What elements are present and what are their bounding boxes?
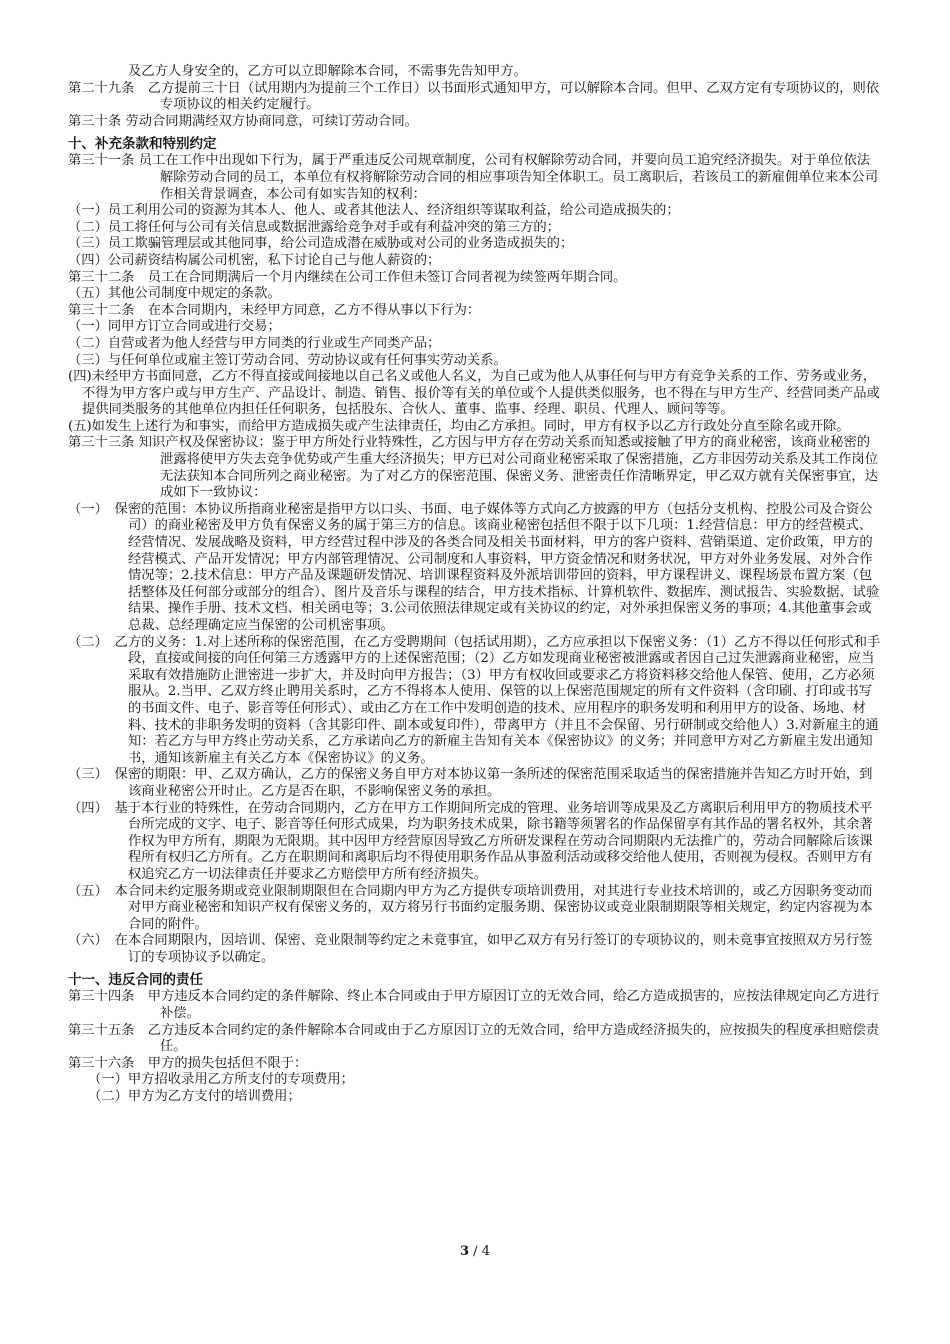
paragraph: （五） 本合同未约定服务期或竞业限制期限但在合同期内甲方为乙方提供专项培训费用，对其进行专业技术培训的，或乙方因职务变动而对甲方商业秘密和知识产权有保密义务的，双方将另行书面约定服务期、保密协议或竞业限制期限等相关规定，约定内容视为本合同的附件。 [68, 883, 873, 932]
paragraph: 第三十条 劳动合同期满经双方协商同意，可续订劳动合同。 [68, 113, 418, 129]
paragraph: （三）员工欺骗管理层或其他同事，给公司造成潜在威胁或对公司的业务造成损失的； [68, 236, 574, 252]
paragraph: （一）同甲方订立合同或进行交易； [68, 319, 281, 335]
paragraph: （二）自营或者为他人经营与甲方同类的行业或生产同类产品； [68, 335, 441, 351]
paragraph: 第三十三条 知识产权及保密协议：鉴于甲方所处行业特殊性，乙方因与甲方存在劳动关系而知悉或接触了甲方的商业秘密，该商业秘密的泄露将使甲方失去竞争优势或产生重大经济损失；甲方已对公司商业秘密采取了保密措施，乙方非因劳动关系及其工作岗位无法获知本合同所列之商业秘密。为了对乙方的保密范围、保密义务、泄密责任作清晰界定，甲乙双方就有关保密事宜，达成如下一致协议： [68, 435, 879, 501]
paragraph: （五）其他公司制度中规定的条款。 [68, 286, 281, 302]
paragraph: (五)如发生上述行为和事实，而给甲方造成损失或产生法律责任，均由乙方承担。同时，甲方有权予以乙方行政处分直至除名或开除。 [68, 418, 850, 434]
paragraph: 第三十二条 员工在合同期满后一个月内继续在公司工作但未签订合同者视为续签两年期合同。 [68, 269, 627, 285]
paragraph: （一）员工利用公司的资源为其本人、他人、或者其他法人、经济组织等谋取利益，给公司造成损失的； [68, 203, 680, 219]
paragraph: 第三十五条 乙方违反本合同约定的条件解除本合同或由于乙方原因订立的无效合同，给甲方造成经济损失的，应按损失的程度承担赔偿责任。 [68, 1022, 880, 1055]
paragraph: 及乙方人身安全的，乙方可以立即解除本合同，不需事先告知甲方。 [128, 64, 527, 79]
paragraph: （一）甲方招收录用乙方所支付的专项费用； [88, 1072, 354, 1088]
paragraph: （一） 保密的范围：本协议所指商业秘密是指甲方以口头、书面、电子媒体等方式向乙方披露的甲方（包括分支机构、控股公司及合资公司）的商业秘密及甲方负有保密义务的属于第三方的信息。该商业秘密包括但不限于以下几项：1.经营信息：甲方的经营模式、经营情况、发展战略及资料，甲方经营过程中涉及的各类合同及相关书面材料，甲方的客户资料、营销渠道、定价政策，甲方的经营模式、产品开发情况；甲方内部管理情况、公司制度和人事资料，甲方资金情况和财务状况，甲方对外业务发展、对外合作情况等；2.技术信息：甲方产品及课题研发情况、培训课程资料及外派培训带回的资料，甲方课程讲义、课程场景布置方案（包括整体及任何部分或部分的组合）、图片及音乐与课程的结合，甲方技术指标、计算机软件、数据库、测试报告、实验数据、试验结果、操作手册、技术文档、相关函电等；3.公司依照法律规定或有关协议的约定，对外承担保密义务的事项；4.其他董事会或总裁、总经理确定应当保密的公司机密事项。 [68, 501, 880, 633]
page-current: 3 [460, 1244, 470, 1259]
paragraph: 第三十四条 甲方违反本合同约定的条件解除、终止本合同或由于甲方原因订立的无效合同，给乙方造成损害的，应按法律规定向乙方进行补偿。 [68, 989, 880, 1022]
paragraph: 第三十二条 在本合同期内，未经甲方同意，乙方不得从事以下行为： [68, 302, 481, 318]
paragraph: 第三十六条 甲方的损失包括但不限于： [68, 1055, 308, 1071]
paragraph: 第三十一条 员工在工作中出现如下行为，属于严重违反公司规章制度，公司有权解除劳动合同，并要向员工追究经济损失。对于单位依法解除劳动合同的员工，本单位有权将解除劳动合同的相应事项告知全体职工。员工离职后，若该员工的新雇佣单位来本公司作相关背景调查，本公司有如实告知的权利： [68, 153, 879, 202]
paragraph: (四)未经甲方书面同意，乙方不得直接或间接地以自己名义或他人名义，为自己或为他人从事任何与甲方有竞争关系的工作、劳务或业务，不得为甲方客户或与甲方生产、产品设计、制造、销售、报价等有关的单位或个人提供类似服务，也不得在与甲方生产、经营同类产品或提供同类服务的其他单位内担任任何职务，包括股东、合伙人、董事、监事、经理、职员、代理人、顾问等等。 [68, 369, 880, 418]
page-number [0, 1244, 950, 1259]
paragraph: （三） 保密的期限：甲、乙双方确认，乙方的保密义务自甲方对本协议第一条所述的保密范围采取适当的保密措施并告知乙方时开始，到该商业秘密公开时止。乙方是否在职，不影响保密义务的承担。 [68, 767, 873, 799]
paragraph: （二） 乙方的义务：1.对上述所称的保密范围，在乙方受聘期间（包括试用期），乙方应承担以下保密义务：（1）乙方不得以任何形式和手段，直接或间接的向任何第三方透露甲方的上述保密范围；（2）乙方如发现商业秘密被泄露或者因自己过失泄露商业秘密，应当采取有效措施防止泄密进一步扩大，并及时向甲方报告；（3）甲方有权收回或要求乙方将资料移交给他人保管、使用，乙方必须服从。2.当甲、乙双方终止聘用关系时，乙方不得将本人使用、保管的以上保密范围规定的所有文件资料（含印刷、打印或书写的书面文件、电子、影音等任何形式）、或由乙方在工作中发明创造的技术、应用程序的职务发明和利用甲方的设备、场地、材料、技术的非职务发明的资料（含其影印件、副本或复印件），带离甲方（并且不会保留、另行研制或交给他人）3.对新雇主的通知：若乙方与甲方终止劳动关系，乙方承诺向乙方的新雇主告知有关本《保密协议》的义务；并同意甲方对乙方新雇主发出通知书，通知该新雇主有关乙方本《保密协议》的义务。 [68, 634, 881, 766]
paragraph: （二）员工将任何与公司有关信息或数据泄露给竞争对手或有利益冲突的第三方的； [68, 219, 560, 235]
paragraph: （六） 在本合同期限内，因培训、保密、竞业限制等约定之未竟事宜，如甲乙双方有另行签订的专项协议的，则未竟事宜按照双方另行签订的专项协议予以确定。 [68, 933, 873, 965]
paragraph: （四） 基于本行业的特殊性，在劳动合同期内，乙方在甲方工作期间所完成的管理、业务培训等成果及乙方离职后利用甲方的物质技术平台所完成的文字、电子、影音等任何形式成果，均为职务技术成果，除书籍等须署名的作品保留享有其作品的署名权外，其余著作权为甲方所有，期限为无限期。其中因甲方经营原因导致乙方所研发课程在劳动合同期限内无法推广的，劳动合同解除后该课程所有权归乙方所有。乙方在职期间和离职后均不得使用职务作品从事盈利活动或移交给他人使用，否则视为侵权。否则甲方有权追究乙方一切法律责任并要求乙方赔偿甲方所有经济损失。 [68, 800, 873, 882]
section-heading: 十、补充条款和特别约定 [68, 136, 217, 153]
page-total: 4 [481, 1244, 490, 1259]
section-heading: 十一、违反合同的责任 [68, 972, 203, 989]
document-body [68, 64, 883, 1106]
page-separator: / [469, 1244, 482, 1259]
paragraph: （三）与任何单位或雇主签订劳动合同、劳动协议或有任何事实劳动关系。 [68, 352, 507, 368]
paragraph: （四）公司薪资结构属公司机密，私下讨论自己与他人薪资的； [68, 252, 441, 268]
paragraph: 第二十九条 乙方提前三十日（试用期内为提前三个工作日）以书面形式通知甲方，可以解除本合同。但甲、乙双方定有专项协议的，则依专项协议的相关约定履行。 [68, 80, 880, 113]
paragraph: （二）甲方为乙方支付的培训费用； [88, 1089, 301, 1105]
